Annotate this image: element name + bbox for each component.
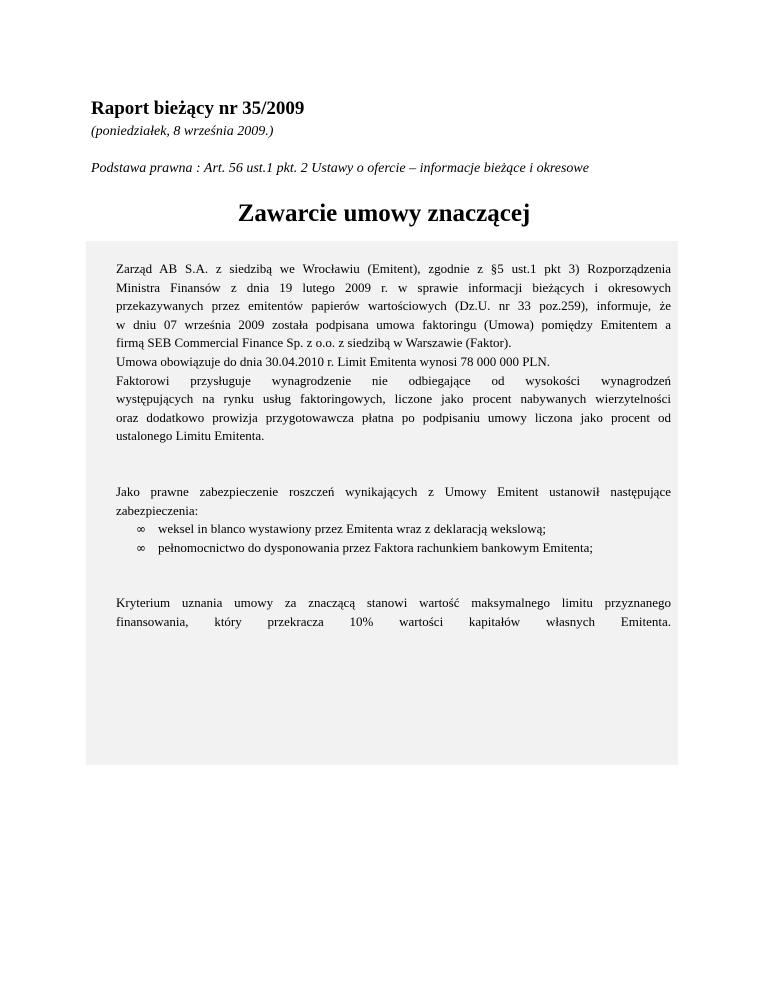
legal-basis: Podstawa prawna : Art. 56 ust.1 pkt. 2 Ustawy o ofercie – informacje bieżące i okresowe [91, 161, 589, 176]
report-title: Raport bieżący nr 35/2009 [91, 98, 305, 119]
paragraph-securities [116, 483, 671, 520]
spacer [116, 557, 671, 594]
paragraph-line: przekazywanych przez emitentów papierów wartościowych (Dz.U. nr 33 poz.259), informuje, że [116, 298, 671, 314]
report-content [116, 260, 671, 632]
paragraph-criterion [116, 594, 671, 631]
paragraph-remuneration [116, 372, 671, 446]
list-item-text: weksel in blanco wystawiony przez Emitenta wraz z deklaracją wekslową; [158, 521, 547, 537]
paragraph-line: Kryterium uznania umowy za znaczącą stanowi wartość maksymalnego limitu przyznanego [116, 595, 671, 611]
paragraph-line: Umowa obowiązuje do dnia 30.04.2010 r. Limit Emitenta wynosi 78 000 000 PLN. [116, 353, 551, 369]
spacer [116, 446, 671, 483]
paragraph-line: Zarząd AB S.A. z siedzibą we Wrocławiu (Emitent), zgodnie z §5 ust.1 pkt 3) Rozporządzenia [116, 261, 671, 276]
main-heading: Zawarcie umowy znaczącej [237, 200, 531, 227]
paragraph-line: Jako prawne zabezpieczenie roszczeń wynikających z Umowy Emitent ustanowił następujące [116, 483, 671, 499]
report-date: (poniedziałek, 8 września 2009.) [91, 124, 274, 139]
list-item [116, 539, 671, 558]
paragraph-line: zabezpieczenia: [116, 502, 199, 518]
paragraph-agreement [116, 260, 671, 353]
paragraph-line: firmą SEB Commercial Finance Sp. z o.o. z siedzibą w Warszawie (Faktor). [116, 335, 512, 351]
paragraph-line: finansowania, który przekracza 10% wartości kapitałów własnych Emitenta. [116, 613, 671, 629]
paragraph-line: oraz dodatkowo prowizja przygotowawcza płatna po podpisaniu umowy liczona jako procent od [116, 409, 671, 425]
infinity-bullet-icon: ∞ [136, 540, 146, 555]
paragraph-line: ustalonego Limitu Emitenta. [116, 428, 265, 444]
paragraph-line: Ministra Finansów z dnia 19 lutego 2009 r. w sprawie informacji bieżących i okresowych [116, 279, 671, 295]
paragraph-limit [116, 353, 671, 372]
securities-list [116, 520, 671, 557]
paragraph-line: w dniu 07 września 2009 została podpisana umowa faktoringu (Umowa) pomiędzy Emitentem a [116, 316, 671, 332]
infinity-bullet-icon: ∞ [136, 522, 146, 537]
paragraph-line: występujących na rynku usług faktoringowych, liczone jako procent nabywanych wierzytelności [116, 391, 671, 407]
list-item-text: pełnomocnictwo do dysponowania przez Faktora rachunkiem bankowym Emitenta; [158, 539, 594, 555]
list-item [116, 520, 671, 539]
paragraph-line: Faktorowi przysługuje wynagrodzenie nie odbiegające od wysokości wynagrodzeń [116, 372, 671, 388]
